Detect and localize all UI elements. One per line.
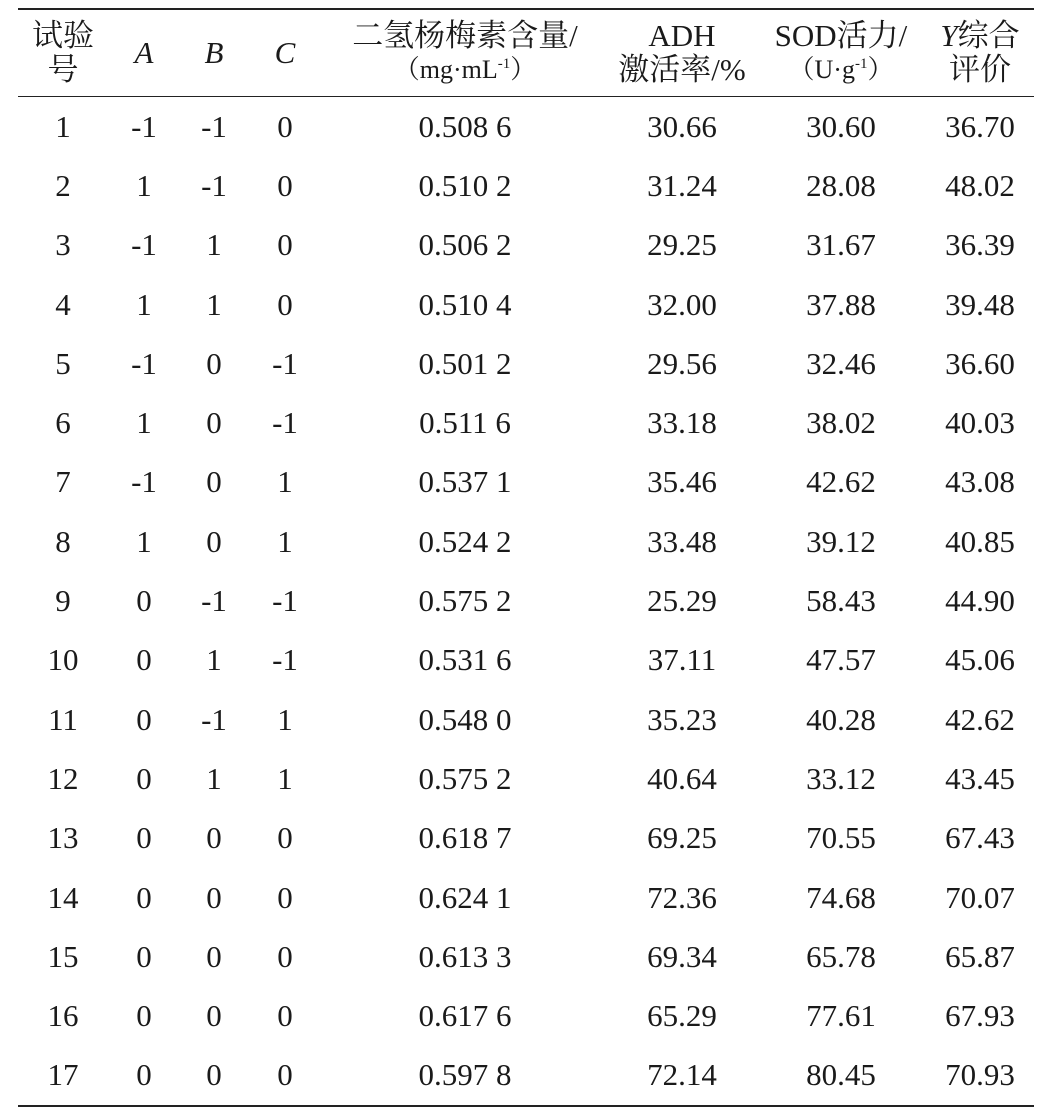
cell-factor-c: 0 xyxy=(277,108,293,144)
header-y-score: Y综合 评价 xyxy=(940,18,1020,87)
cell-adh: 31.24 xyxy=(647,167,717,203)
cell-trial-no: 10 xyxy=(47,642,79,678)
cell-adh: 40.64 xyxy=(647,760,717,796)
cell-factor-c: 0 xyxy=(277,1057,293,1093)
cell-factor-a: -1 xyxy=(131,108,157,144)
cell-adh: 33.18 xyxy=(647,405,717,441)
table-row xyxy=(18,927,1034,986)
cell-dihydromyricetin: 0.613 3 xyxy=(418,938,512,974)
cell-factor-a: -1 xyxy=(131,345,157,381)
cell-dihydromyricetin: 0.575 2 xyxy=(418,760,512,796)
cell-sod: 42.62 xyxy=(806,464,876,500)
cell-dihydromyricetin: 0.510 4 xyxy=(418,286,512,322)
cell-y-score: 44.90 xyxy=(945,583,1015,619)
cell-trial-no: 4 xyxy=(55,286,71,322)
cell-sod: 37.88 xyxy=(806,286,876,322)
cell-adh: 29.56 xyxy=(647,345,717,381)
cell-factor-b: 1 xyxy=(206,227,222,263)
cell-factor-a: 0 xyxy=(136,998,152,1034)
table-row xyxy=(18,631,1034,690)
cell-y-score: 39.48 xyxy=(945,286,1015,322)
cell-y-score: 40.85 xyxy=(945,523,1015,559)
cell-factor-c: -1 xyxy=(272,405,298,441)
cell-dihydromyricetin: 0.531 6 xyxy=(418,642,512,678)
cell-y-score: 40.03 xyxy=(945,405,1015,441)
header-sod: SOD活力/ $(U\cdot g^{-1})$ xyxy=(756,9,926,97)
cell-factor-b: -1 xyxy=(201,701,227,737)
header-adh: ADH 激活率/% xyxy=(618,18,746,87)
cell-trial-no: 17 xyxy=(47,1057,79,1093)
table-row xyxy=(18,809,1034,868)
cell-dihydromyricetin: 0.618 7 xyxy=(418,820,512,856)
cell-adh: 72.36 xyxy=(647,879,717,915)
table-row xyxy=(18,393,1034,452)
header-dihydromyricetin-unit: $(mg\cdot mL^{-1})$ xyxy=(393,55,537,84)
cell-adh: 30.66 xyxy=(647,108,717,144)
cell-y-score: 43.45 xyxy=(945,760,1015,796)
cell-y-score: 70.07 xyxy=(945,879,1015,915)
cell-y-score: 36.39 xyxy=(945,227,1015,263)
table-row xyxy=(18,512,1034,571)
cell-dihydromyricetin: 0.511 6 xyxy=(419,405,511,441)
cell-factor-b: 0 xyxy=(206,523,222,559)
cell-trial-no: 15 xyxy=(47,938,79,974)
cell-adh: 69.25 xyxy=(647,820,717,856)
cell-sod: 32.46 xyxy=(806,345,876,381)
cell-factor-c: 1 xyxy=(277,760,293,796)
table-row xyxy=(18,868,1034,927)
cell-sod: 77.61 xyxy=(806,998,876,1034)
table-row xyxy=(18,156,1034,215)
cell-dihydromyricetin: 0.597 8 xyxy=(418,1057,512,1093)
cell-y-score: 48.02 xyxy=(945,167,1015,203)
cell-factor-b: 0 xyxy=(206,879,222,915)
cell-factor-a: 1 xyxy=(136,523,152,559)
cell-factor-a: -1 xyxy=(131,227,157,263)
table-row xyxy=(18,216,1034,275)
cell-factor-a: -1 xyxy=(131,464,157,500)
header-row xyxy=(18,9,1034,97)
cell-trial-no: 13 xyxy=(47,820,79,856)
cell-factor-b: 0 xyxy=(206,820,222,856)
cell-factor-c: 0 xyxy=(277,167,293,203)
cell-y-score: 43.08 xyxy=(945,464,1015,500)
cell-trial-no: 5 xyxy=(55,345,71,381)
table-row xyxy=(18,986,1034,1045)
cell-y-score: 67.43 xyxy=(945,820,1015,856)
cell-y-score: 36.70 xyxy=(945,108,1015,144)
cell-sod: 58.43 xyxy=(806,583,876,619)
cell-factor-b: 1 xyxy=(206,760,222,796)
table-row xyxy=(18,571,1034,630)
cell-trial-no: 3 xyxy=(55,227,71,263)
cell-factor-c: -1 xyxy=(272,345,298,381)
header-factor-a: A xyxy=(134,35,154,70)
cell-factor-a: 0 xyxy=(136,701,152,737)
header-sod-unit: $(U\cdot g^{-1})$ xyxy=(788,55,894,84)
cell-y-score: 36.60 xyxy=(945,345,1015,381)
cell-sod: 47.57 xyxy=(806,642,876,678)
cell-factor-b: 0 xyxy=(206,405,222,441)
cell-dihydromyricetin: 0.575 2 xyxy=(418,583,512,619)
cell-factor-b: -1 xyxy=(201,108,227,144)
cell-factor-c: 0 xyxy=(277,820,293,856)
cell-factor-c: 0 xyxy=(277,938,293,974)
cell-trial-no: 2 xyxy=(55,167,71,203)
cell-factor-c: 0 xyxy=(277,998,293,1034)
cell-trial-no: 14 xyxy=(47,879,79,915)
cell-y-score: 42.62 xyxy=(945,701,1015,737)
table-row xyxy=(18,1046,1034,1106)
cell-trial-no: 9 xyxy=(55,583,71,619)
cell-adh: 35.46 xyxy=(647,464,717,500)
cell-dihydromyricetin: 0.537 1 xyxy=(418,464,512,500)
cell-adh: 33.48 xyxy=(647,523,717,559)
cell-trial-no: 6 xyxy=(55,405,71,441)
header-factor-c: C xyxy=(274,35,296,70)
cell-factor-c: -1 xyxy=(272,642,298,678)
cell-factor-b: -1 xyxy=(201,167,227,203)
cell-sod: 38.02 xyxy=(806,405,876,441)
table-body xyxy=(18,97,1034,1107)
cell-factor-c: -1 xyxy=(272,583,298,619)
cell-factor-a: 0 xyxy=(136,583,152,619)
cell-factor-b: 0 xyxy=(206,938,222,974)
cell-trial-no: 16 xyxy=(47,998,79,1034)
header-dihydromyricetin: 二氢杨梅素含量/ $(mg\cdot mL^{-1})$ xyxy=(322,9,608,97)
cell-adh: 37.11 xyxy=(647,642,717,678)
cell-factor-a: 1 xyxy=(136,167,152,203)
cell-adh: 29.25 xyxy=(647,227,717,263)
results-table-container xyxy=(18,8,1034,1107)
cell-factor-b: 1 xyxy=(206,642,222,678)
cell-factor-c: 1 xyxy=(277,701,293,737)
cell-dihydromyricetin: 0.524 2 xyxy=(418,523,512,559)
cell-y-score: 67.93 xyxy=(945,998,1015,1034)
table-row xyxy=(18,275,1034,334)
cell-y-score: 45.06 xyxy=(945,642,1015,678)
cell-dihydromyricetin: 0.508 6 xyxy=(418,108,512,144)
cell-sod: 70.55 xyxy=(806,820,876,856)
cell-adh: 69.34 xyxy=(647,938,717,974)
cell-trial-no: 1 xyxy=(55,108,71,144)
table-row xyxy=(18,749,1034,808)
cell-factor-a: 0 xyxy=(136,642,152,678)
cell-trial-no: 7 xyxy=(55,464,71,500)
cell-factor-c: 1 xyxy=(277,523,293,559)
table-header xyxy=(18,9,1034,97)
table-row xyxy=(18,97,1034,157)
cell-adh: 35.23 xyxy=(647,701,717,737)
cell-trial-no: 11 xyxy=(48,701,78,737)
table-row xyxy=(18,690,1034,749)
table-row xyxy=(18,334,1034,393)
cell-dihydromyricetin: 0.548 0 xyxy=(418,701,512,737)
cell-factor-b: 0 xyxy=(206,998,222,1034)
results-table xyxy=(18,8,1034,1107)
cell-sod: 40.28 xyxy=(806,701,876,737)
cell-adh: 72.14 xyxy=(647,1057,717,1093)
cell-dihydromyricetin: 0.510 2 xyxy=(418,167,512,203)
cell-dihydromyricetin: 0.501 2 xyxy=(418,345,512,381)
cell-sod: 30.60 xyxy=(806,108,876,144)
cell-factor-c: 0 xyxy=(277,227,293,263)
cell-factor-a: 0 xyxy=(136,820,152,856)
cell-factor-a: 0 xyxy=(136,879,152,915)
cell-adh: 32.00 xyxy=(647,286,717,322)
cell-factor-a: 0 xyxy=(136,938,152,974)
cell-factor-c: 0 xyxy=(277,286,293,322)
header-trial-no: 试验 号 xyxy=(32,18,94,87)
cell-factor-b: 0 xyxy=(206,1057,222,1093)
cell-factor-b: 0 xyxy=(206,345,222,381)
cell-trial-no: 8 xyxy=(55,523,71,559)
cell-factor-b: -1 xyxy=(201,583,227,619)
cell-adh: 25.29 xyxy=(647,583,717,619)
cell-y-score: 65.87 xyxy=(945,938,1015,974)
cell-factor-c: 0 xyxy=(277,879,293,915)
cell-factor-c: 1 xyxy=(277,464,293,500)
cell-dihydromyricetin: 0.617 6 xyxy=(418,998,512,1034)
cell-sod: 80.45 xyxy=(806,1057,876,1093)
cell-trial-no: 12 xyxy=(47,760,79,796)
header-factor-b: B xyxy=(204,35,224,70)
cell-factor-b: 0 xyxy=(206,464,222,500)
cell-sod: 31.67 xyxy=(806,227,876,263)
cell-factor-b: 1 xyxy=(206,286,222,322)
cell-factor-a: 1 xyxy=(136,405,152,441)
cell-y-score: 70.93 xyxy=(945,1057,1015,1093)
cell-sod: 74.68 xyxy=(806,879,876,915)
cell-factor-a: 1 xyxy=(136,286,152,322)
cell-sod: 28.08 xyxy=(806,167,876,203)
cell-adh: 65.29 xyxy=(647,998,717,1034)
cell-sod: 39.12 xyxy=(806,523,876,559)
cell-dihydromyricetin: 0.624 1 xyxy=(418,879,512,915)
cell-dihydromyricetin: 0.506 2 xyxy=(418,227,512,263)
cell-sod: 33.12 xyxy=(806,760,876,796)
cell-sod: 65.78 xyxy=(806,938,876,974)
cell-factor-a: 0 xyxy=(136,1057,152,1093)
cell-factor-a: 0 xyxy=(136,760,152,796)
table-row xyxy=(18,453,1034,512)
